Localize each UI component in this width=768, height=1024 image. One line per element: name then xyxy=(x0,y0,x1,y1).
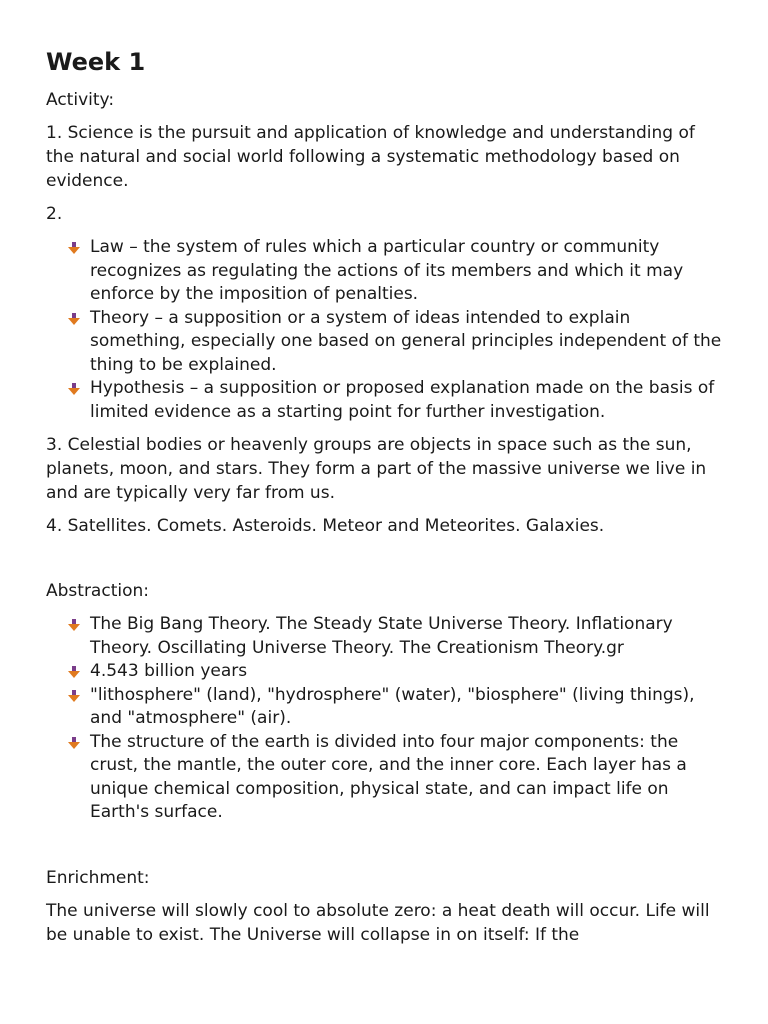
list-item xyxy=(90,377,726,424)
abstraction-heading: Abstraction: xyxy=(46,581,149,601)
arrow-down-bullet-icon xyxy=(68,619,80,631)
list-item xyxy=(90,613,726,660)
abstraction-text: The Big Bang Theory. The Steady State Universe Theory. Inflationary Theory. Oscillating Universe Theory. The Creationism Theory.gr xyxy=(90,614,673,658)
activity-item-2-label: 2. xyxy=(46,204,63,224)
abstraction-text: "lithosphere" (land), "hydrosphere" (water), "biosphere" (living things), and "atmosphere" (air). xyxy=(90,684,695,728)
abstraction-text: 4.543 billion years xyxy=(90,661,248,681)
list-item xyxy=(90,684,726,731)
arrow-down-bullet-icon xyxy=(68,666,80,678)
page-title: Week 1 xyxy=(46,48,146,76)
definition-text: Hypothesis – a supposition or proposed explanation made on the basis of limited evidence as a starting point for further investigation. xyxy=(90,378,715,422)
activity-item-4: 4. Satellites. Comets. Asteroids. Meteor and Meteorites. Galaxies. xyxy=(46,516,605,536)
section-spacer xyxy=(46,825,726,858)
arrow-down-bullet-icon xyxy=(68,737,80,749)
list-item xyxy=(90,236,726,307)
document-page xyxy=(46,44,726,947)
definition-text: Theory – a supposition or a system of ideas intended to explain something, especially one based on general principles independent of the thing to be explained. xyxy=(90,307,722,375)
list-item xyxy=(90,731,726,825)
abstraction-list xyxy=(46,613,726,825)
definition-text: Law – the system of rules which a particular country or community recognizes as regulating the actions of its members and which it may enforce by the imposition of penalties. xyxy=(90,237,684,304)
list-item xyxy=(90,660,726,684)
activity-heading: Activity: xyxy=(46,90,115,110)
arrow-down-bullet-icon xyxy=(68,242,80,254)
activity-item-1: 1. Science is the pursuit and application of knowledge and understanding of the natural and social world following a systematic methodology based on evidence. xyxy=(46,123,695,191)
arrow-down-bullet-icon xyxy=(68,383,80,395)
arrow-down-bullet-icon xyxy=(68,313,80,325)
section-spacer xyxy=(46,538,726,571)
abstraction-text: The structure of the earth is divided into four major components: the crust, the mantle, the outer core, and the inner core. Each layer has a unique chemical composition, physical state, and can impact life on Earth's surface. xyxy=(90,731,687,822)
enrichment-heading: Enrichment: xyxy=(46,867,150,888)
enrichment-text: The universe will slowly cool to absolute zero: a heat death will occur. Life will be unable to exist. The Universe will collapse in on itself: If the xyxy=(46,900,710,945)
definitions-list xyxy=(46,236,726,424)
arrow-down-bullet-icon xyxy=(68,690,80,702)
list-item xyxy=(90,307,726,378)
activity-item-3: 3. Celestial bodies or heavenly groups are objects in space such as the sun, planets, moon, and stars. They form a part of the massive universe we live in and are typically very far from us. xyxy=(46,435,707,503)
